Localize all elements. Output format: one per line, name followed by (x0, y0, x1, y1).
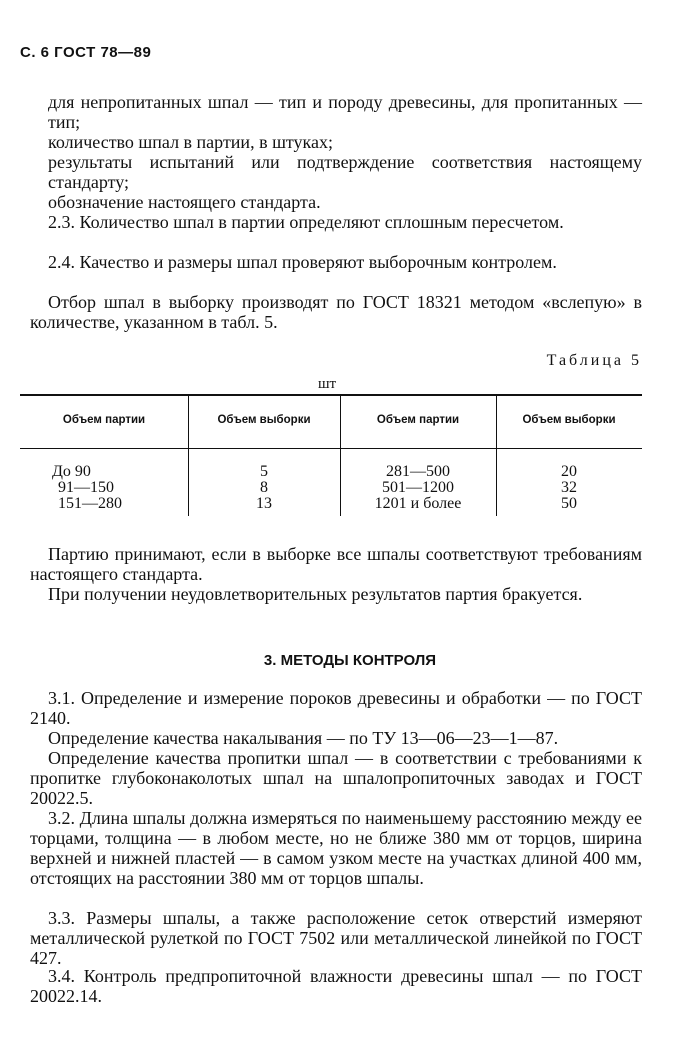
paragraph-3-1: 3.1. Определение и измерение пороков древесины и обработки — по ГОСТ 2140. (30, 688, 642, 728)
paragraph-impregnation: Определение качества пропитки шпал — в соответствии с требованиями к пропитке глубоконаколотых шпал на шпалопропиточных заводах и ГОСТ 20022.5. (30, 748, 642, 808)
table-header-rule (20, 448, 642, 449)
table-cell: 8 (260, 479, 268, 496)
table-cell: 1201 и более (374, 495, 462, 512)
paragraph-type-breed: для непропитанных шпал — тип и породу древесины, для пропитанных — тип; (48, 92, 642, 132)
paragraph-2-3: 2.3. Количество шпал в партии определяют сплошным пересчетом. (48, 212, 564, 232)
table-cell: 50 (561, 495, 577, 512)
paragraph-quantity: количество шпал в партии, в штуках; (48, 132, 334, 152)
paragraph-2-4: 2.4. Качество и размеры шпал проверяют выборочным контролем. (48, 252, 557, 272)
table-cell: 5 (260, 463, 268, 480)
paragraph-designation: обозначение настоящего стандарта. (48, 192, 321, 212)
paragraph-3-2: 3.2. Длина шпалы должна измеряться по наименьшему расстоянию между ее торцами, толщина — в любом месте, но не ближе 380 мм от торцов, ширина верхней и нижней пластей — в самом узком месте на участках длиной 400 мм, отстоящих на расстоянии 380 мм от торцов шпалы. (30, 808, 642, 888)
paragraph-3-4: 3.4. Контроль предпропиточной влажности древесины шпал — по ГОСТ 20022.14. (30, 966, 642, 1006)
table-header-cell: Объем партии (62, 414, 146, 426)
table-unit: шт (318, 376, 337, 392)
table-cell: 281—500 (386, 463, 450, 480)
page-header: С. 6 ГОСТ 78—89 (20, 44, 152, 61)
paragraph-rejection: При получении неудовлетворительных результатов партия бракуется. (48, 584, 583, 604)
paragraph-3-3: 3.3. Размеры шпалы, а также расположение сеток отверстий измеряют металлической рулеткой по ГОСТ 7502 или металлической линейкой по ГОСТ 427. (30, 908, 642, 968)
table-header-cell: Объем партии (376, 414, 460, 426)
table-cell: 20 (561, 463, 577, 480)
table-top-rule (20, 394, 642, 396)
table-header-cell: Объем выборки (217, 414, 311, 426)
section-title: 3. МЕТОДЫ КОНТРОЛЯ (263, 652, 437, 669)
paragraph-sampling: Отбор шпал в выборку производят по ГОСТ 18321 методом «вслепую» в количестве, указанном в табл. 5. (30, 292, 642, 332)
table-cell: 13 (256, 495, 272, 512)
paragraph-test-results: результаты испытаний или подтверждение соответствия настоящему стандарту; (48, 152, 642, 192)
table-cell: 91—150 (58, 479, 114, 496)
table-cell: 151—280 (58, 495, 122, 512)
table-cell: До 90 (52, 463, 91, 480)
table-cell: 501—1200 (382, 479, 454, 496)
table-header-cell: Объем выборки (522, 414, 616, 426)
table-cell: 32 (561, 479, 577, 496)
table-caption: Таблица 5 (546, 352, 642, 369)
paragraph-acceptance: Партию принимают, если в выборке все шпалы соответствуют требованиям настоящего стандарта. (30, 544, 642, 584)
paragraph-nailing: Определение качества накалывания — по ТУ 13—06—23—1—87. (48, 728, 559, 748)
